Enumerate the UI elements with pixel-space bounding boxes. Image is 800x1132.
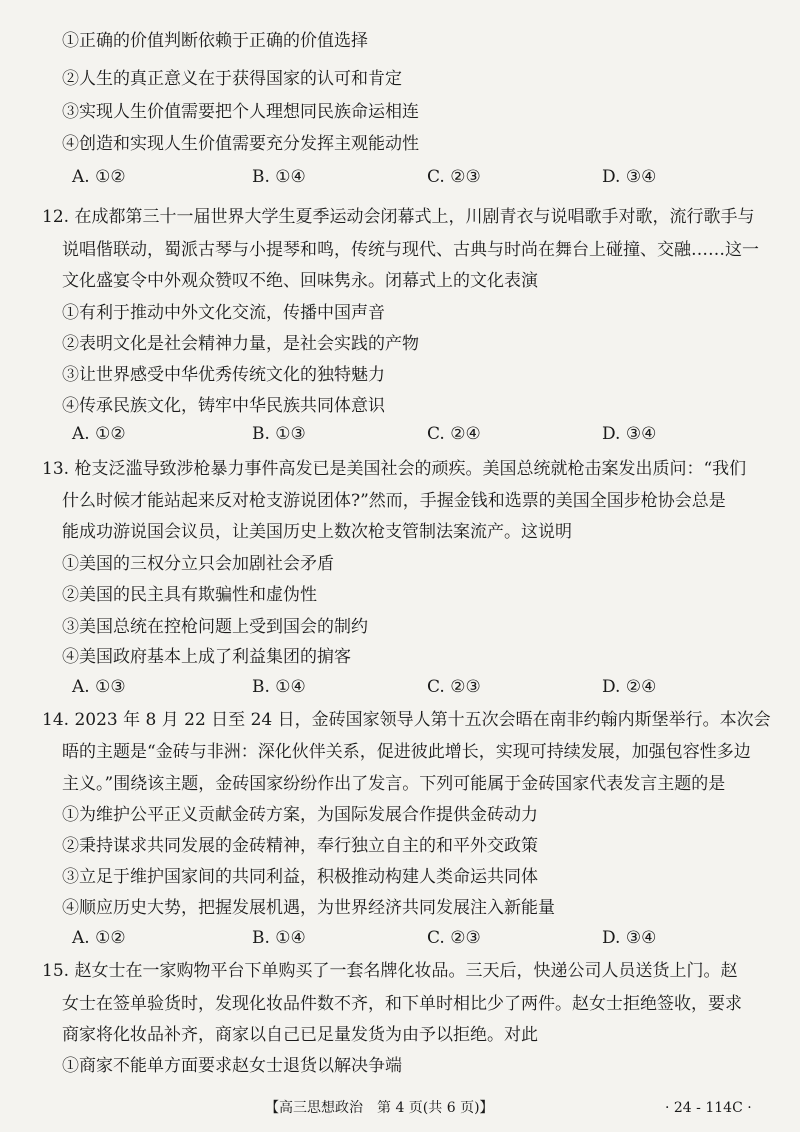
q11-option-d: D. ③④ xyxy=(602,167,657,187)
q13-options xyxy=(72,676,772,698)
q12-item-2: ②表明文化是社会精神力量，是社会实践的产物 xyxy=(62,334,419,354)
footer-page-info: 【高三思想政治 第 4 页(共 6 页)】 xyxy=(265,1100,494,1116)
q14-item-1: ①为维护公平正义贡献金砖方案，为国际发展合作提供金砖动力 xyxy=(62,805,538,825)
q14-option-d: D. ③④ xyxy=(602,928,657,948)
q13-item-1: ①美国的三权分立只会加剧社会矛盾 xyxy=(62,554,334,574)
q11-item-1: ①正确的价值判断依赖于正确的价值选择 xyxy=(62,31,368,51)
q11-option-c: C. ②③ xyxy=(427,167,481,187)
q14-option-a: A. ①② xyxy=(72,928,126,948)
q12-stem-line-1: 12. 在成都第三十一届世界大学生夏季运动会闭幕式上，川剧青衣与说唱歌手对歌，流行歌手与 xyxy=(42,207,755,227)
footer-exam-code: · 24 - 114C · xyxy=(665,1100,752,1116)
q13-item-4: ④美国政府基本上成了利益集团的掮客 xyxy=(62,647,351,667)
q14-stem-line-2: 晤的主题是“金砖与非洲：深化伙伴关系，促进彼此增长，实现可持续发展，加强包容性多边 xyxy=(62,742,751,762)
q13-option-d: D. ②④ xyxy=(602,677,657,697)
page-footer xyxy=(0,1096,800,1120)
q14-item-4: ④顺应历史大势，把握发展机遇，为世界经济共同发展注入新能量 xyxy=(62,898,555,918)
q12-stem-line-2: 说唱偕联动，蜀派古琴与小提琴和鸣，传统与现代、古典与时尚在舞台上碰撞、交融……这一 xyxy=(62,240,759,260)
q15-stem-line-2: 女士在签单验货时，发现化妆品件数不齐，和下单时相比少了两件。赵女士拒绝签收，要求 xyxy=(62,994,742,1014)
q15-stem-line-1: 15. 赵女士在一家购物平台下单购买了一套名牌化妆品。三天后，快递公司人员送货上门。赵 xyxy=(42,961,738,981)
q12-item-3: ③让世界感受中华优秀传统文化的独特魅力 xyxy=(62,365,385,385)
q13-option-c: C. ②③ xyxy=(427,677,481,697)
q14-option-b: B. ①④ xyxy=(252,928,306,948)
q15-stem-line-3: 商家将化妆品补齐，商家以自己已足量发货为由予以拒绝。对此 xyxy=(62,1025,538,1045)
q12-option-c: C. ②④ xyxy=(427,424,481,444)
q13-stem-line-3: 能成功游说国会议员，让美国历史上数次枪支管制法案流产。这说明 xyxy=(62,522,572,542)
q11-option-b: B. ①④ xyxy=(252,167,306,187)
q13-option-b: B. ①④ xyxy=(252,677,306,697)
q13-stem-line-2: 什么时候才能站起来反对枪支游说团体?”然而，手握金钱和选票的美国全国步枪协会总是 xyxy=(62,491,726,511)
q15-item-1: ①商家不能单方面要求赵女士退货以解决争端 xyxy=(62,1056,402,1076)
q12-option-b: B. ①③ xyxy=(252,424,306,444)
q12-options xyxy=(72,423,772,445)
q11-options xyxy=(72,166,772,188)
q12-stem-line-3: 文化盛宴令中外观众赞叹不绝、回味隽永。闭幕式上的文化表演 xyxy=(62,271,538,291)
q12-item-4: ④传承民族文化，铸牢中华民族共同体意识 xyxy=(62,396,385,416)
q14-item-2: ②秉持谋求共同发展的金砖精神，奉行独立自主的和平外交政策 xyxy=(62,836,538,856)
q14-option-c: C. ②③ xyxy=(427,928,481,948)
q12-option-d: D. ③④ xyxy=(602,424,657,444)
q14-stem-line-1: 14. 2023 年 8 月 22 日至 24 日，金砖国家领导人第十五次会晤在南非约翰内斯堡举行。本次会 xyxy=(42,710,771,730)
q11-item-4: ④创造和实现人生价值需要充分发挥主观能动性 xyxy=(62,134,419,154)
q13-option-a: A. ①③ xyxy=(72,677,126,697)
q11-option-a: A. ①② xyxy=(72,167,126,187)
q12-item-1: ①有利于推动中外文化交流，传播中国声音 xyxy=(62,303,385,323)
q14-stem-line-3: 主义。”围绕该主题，金砖国家纷纷作出了发言。下列可能属于金砖国家代表发言主题的是 xyxy=(62,774,726,794)
q12-option-a: A. ①② xyxy=(72,424,126,444)
q14-item-3: ③立足于维护国家间的共同利益，积极推动构建人类命运共同体 xyxy=(62,867,538,887)
q14-options xyxy=(72,927,772,949)
q13-stem-line-1: 13. 枪支泛滥导致涉枪暴力事件高发已是美国社会的顽疾。美国总统就枪击案发出质问：“我们 xyxy=(42,459,747,479)
q13-item-3: ③美国总统在控枪问题上受到国会的制约 xyxy=(62,617,368,637)
q11-item-3: ③实现人生价值需要把个人理想同民族命运相连 xyxy=(62,102,419,122)
q11-item-2: ②人生的真正意义在于获得国家的认可和肯定 xyxy=(62,69,402,89)
q13-item-2: ②美国的民主具有欺骗性和虚伪性 xyxy=(62,585,317,605)
